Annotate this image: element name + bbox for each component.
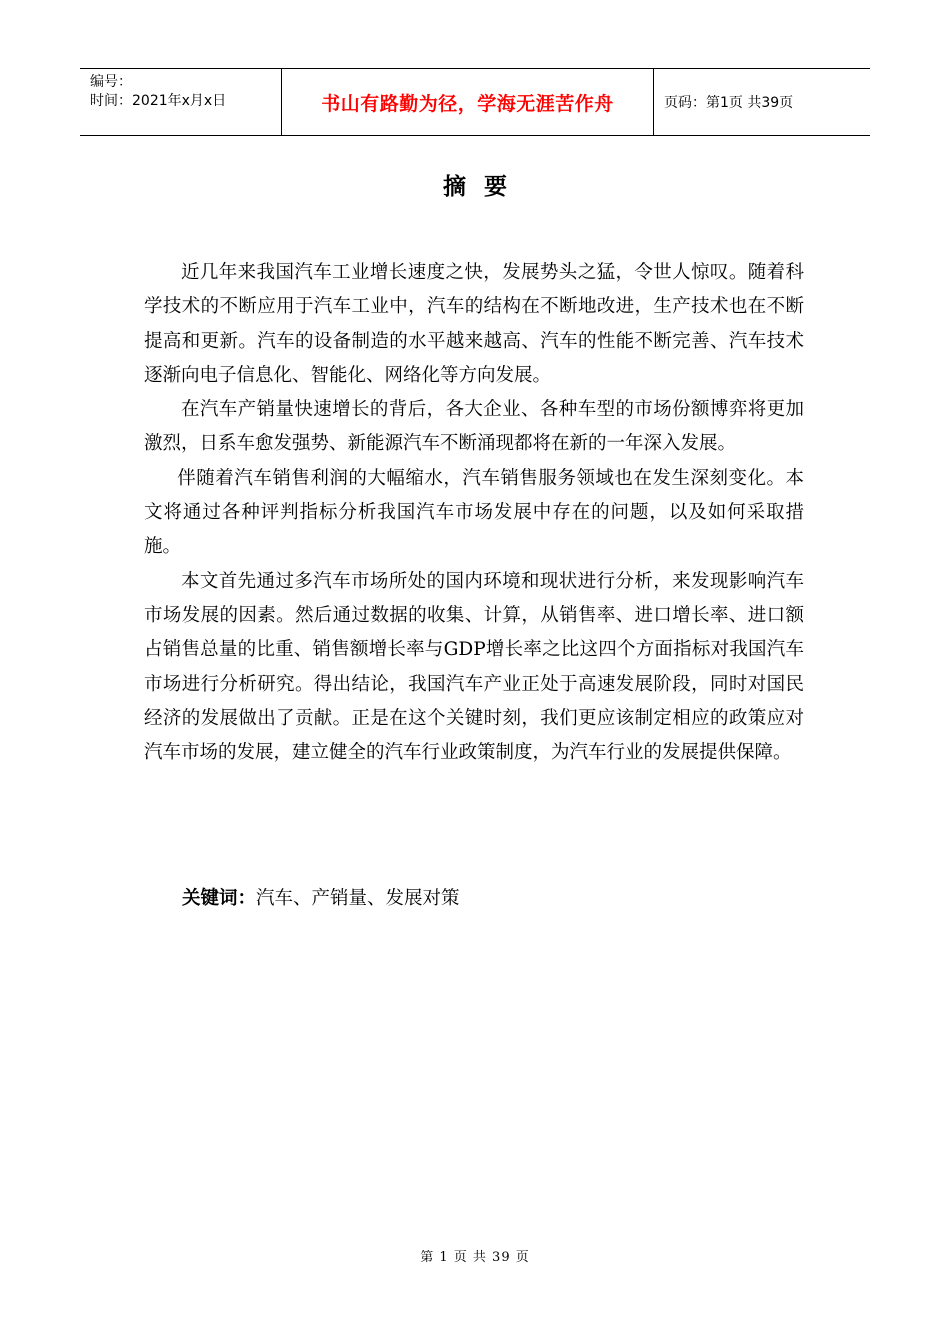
page-title: 摘要 bbox=[443, 174, 525, 200]
header-motto: 书山有路勤为径，学海无涯苦作舟 bbox=[321, 92, 614, 115]
abstract-body bbox=[144, 256, 804, 770]
keywords-label: 关键词： bbox=[182, 888, 257, 909]
header-page-info: 页码：第1页 共39页 bbox=[664, 95, 794, 111]
abstract-paragraph: 近几年来我国汽车工业增长速度之快，发展势头之猛，令世人惊叹。随着科学技术的不断应用于汽车工业中，汽车的结构在不断地改进，生产技术也在不断提高和更新。汽车的设备制造的水平越来越高、汽车的性能不断完善、汽车技术逐渐向电子信息化、智能化、网络化等方向发展。 bbox=[144, 262, 804, 386]
header-page-cell bbox=[654, 69, 870, 135]
keywords-value: 汽车、产销量、发展对策 bbox=[256, 888, 460, 909]
header-time-label: 时间：2021年x月x日 bbox=[90, 93, 227, 109]
keywords-line bbox=[182, 884, 460, 914]
page-footer: 第 1 页 共 39 页 bbox=[420, 1250, 530, 1265]
header-motto-cell bbox=[281, 69, 654, 135]
abstract-paragraph: 本文首先通过多汽车市场所处的国内环境和现状进行分析，来发现影响汽车市场发展的因素。然后通过数据的收集、计算，从销售率、进口增长率、进口额占销售总量的比重、销售额增长率与GDP增长率之比这四个方面指标对我国汽车市场进行分析研究。得出结论，我国汽车产业正处于高速发展阶段，同时对国民经济的发展做出了贡献。正是在这个关键时刻，我们更应该制定相应的政策应对汽车市场的发展，建立健全的汽车行业政策制度，为汽车行业的发展提供保障。 bbox=[144, 570, 804, 764]
header-meta-cell bbox=[80, 69, 281, 135]
header-number-label: 编号： bbox=[90, 74, 132, 90]
abstract-paragraph: 在汽车产销量快速增长的背后，各大企业、各种车型的市场份额博弈将更加激烈，日系车愈发强势、新能源汽车不断涌现都将在新的一年深入发展。 bbox=[144, 399, 804, 455]
abstract-paragraph: 伴随着汽车销售利润的大幅缩水，汽车销售服务领域也在发生深刻变化。本文将通过各种评判指标分析我国汽车市场发展中存在的问题，以及如何采取措施。 bbox=[144, 467, 804, 558]
document-header bbox=[80, 68, 870, 136]
